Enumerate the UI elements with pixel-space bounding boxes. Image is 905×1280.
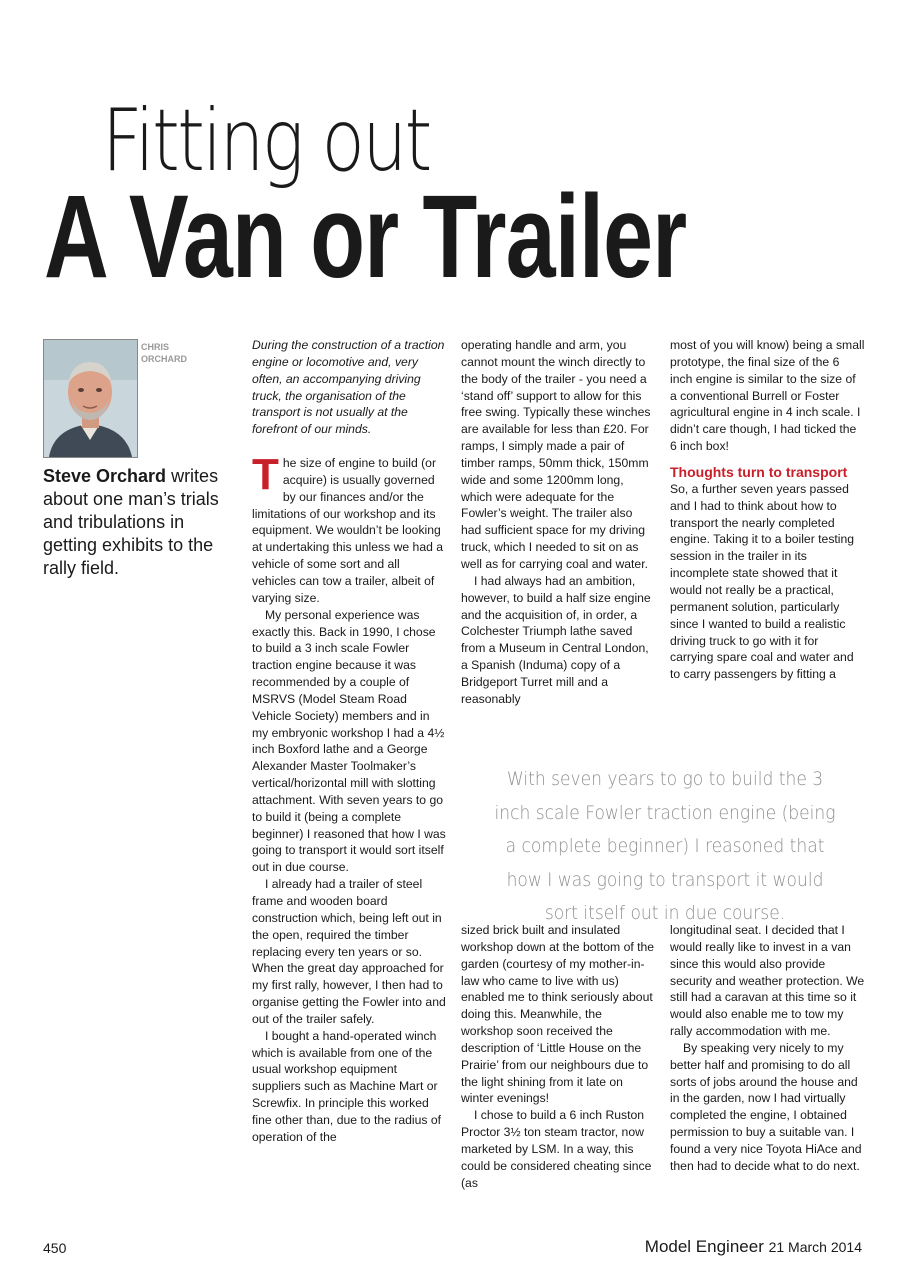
article-column-1: [252, 337, 447, 1146]
author-portrait-image: [44, 340, 137, 457]
issue-date: 21 March 2014: [768, 1239, 862, 1255]
drop-cap: T: [252, 450, 279, 500]
body-paragraph: sized brick built and insulated workshop down at the bottom of the garden (courtesy of my mother-in-law who came to live with us) enabled me to think seriously about doing this. Meanwhile, the workshop soon received the description of ‘Little House on the Prairie’ from our neighbours due to the light shining from it late on winter evenings!: [461, 923, 655, 1106]
body-paragraph: So, a further seven years passed and I had to think about how to transport the nearly completed engine. Taking it to a boiler testing session in the trailer in its incomplete state showed that it would not really be a practical, permanent solution, particularly since I wanted to build a realistic driving truck to go with it for carrying spare coal and water and to carry passengers by fitting a: [670, 481, 855, 682]
body-paragraph: I chose to build a 6 inch Ruston Proctor 3½ ton steam tractor, now marketed by LSM. In a way, this could be considered cheating since (as: [461, 1108, 652, 1190]
body-paragraph: My personal experience was exactly this. Back in 1990, I chose to build a 3 inch scale Fowler traction engine because it was recommended by a couple of MSRVS (Model Steam Road Vehicle Society) members and in my embryonic workshop I had a 4½ inch Boxford lathe and a George Alexander Master Toolmaker’s vertical/horizontal mill with slotting attachment. With seven years to go to build it (being a complete beginner) I reasoned that how I was going to transport it would sort itself out in due course.: [252, 607, 446, 875]
lead-paragraph: During the construction of a traction engine or locomotive and, very often, an accompanying driving truck, the organisation of the transport is not usually at the forefront of our minds.: [252, 338, 445, 437]
page-title: A Van or Trailer: [44, 171, 687, 303]
author-photo: [43, 339, 138, 458]
pull-quote: [470, 763, 860, 931]
paragraph-text: he size of engine to build (or acquire) is usually governed by our finances and/or the limitations of our workshop and its equipment. We wouldn’t be looking at undertaking this unless we had a vehicle of some sort and all vehicles can tow a trailer, albeit of varying size.: [252, 456, 444, 605]
photo-credit: [141, 341, 187, 365]
pull-quote-text: With seven years to go to build the 3 inch scale Fowler traction engine (being a complete beginner) I reasoned that how I was going to transport it would sort itself out in due course.: [494, 768, 836, 924]
subheading: Thoughts turn to transport: [670, 463, 848, 480]
body-paragraph: By speaking very nicely to my better half and promising to do all sorts of jobs around the house and in the garden, now I had virtually completed the engine, I obtained permission to buy a suitable van. I found a very nice Toyota HiAce and then had to decide what to do next.: [670, 1040, 862, 1173]
article-column-3-bottom: [670, 922, 865, 1175]
article-column-2-bottom: [461, 922, 656, 1192]
article-column-3-top: [670, 337, 865, 683]
article-column-2-top: [461, 337, 656, 708]
photo-credit-last: ORCHARD: [141, 354, 187, 364]
title-kicker: Fitting out: [102, 91, 430, 191]
running-footer: [645, 1237, 862, 1257]
author-name: Steve Orchard: [43, 466, 167, 486]
body-paragraph: I already had a trailer of steel frame and wooden board construction which, being left out in the open, required the timber replacing every ten years or so. When the great day approached for my first rally, however, I then had to organise getting the Fowler into and out of the trailer safely.: [252, 877, 446, 1026]
photo-credit-first: CHRIS: [141, 342, 170, 352]
body-paragraph: longitudinal seat. I decided that I would really like to invest in a van since this would also provide security and weather protection. We still had a caravan at this time so it would also enable me to tow my rally accommodation with me.: [670, 923, 865, 1039]
page-number: 450: [43, 1240, 67, 1256]
standfirst-text: writes about one man’s trials and tribulations in getting exhibits to the rally field.: [43, 466, 219, 578]
body-paragraph: I had always had an ambition, however, to build a half size engine and the acquisition of, in order, a Colchester Triumph lathe saved from a Museum in Central London, a Spanish (Induma) copy of a Bridgeport Turret mill and a reasonably: [461, 573, 651, 706]
body-paragraph: I bought a hand-operated winch which is available from one of the usual workshop equipment suppliers such as Machine Mart or Screwfix. In principle this worked fine other than, due to the radius of operation of the: [252, 1028, 442, 1144]
magazine-name: Model Engineer: [644, 1237, 764, 1256]
standfirst: [43, 465, 233, 580]
body-paragraph: most of you will know) being a small prototype, the final size of the 6 inch engine is similar to the size of a conventional Burrell or Foster agricultural engine in 4 inch scale. I didn’t care though, I had ticked the 6 inch box!: [670, 338, 865, 454]
body-paragraph: operating handle and arm, you cannot mount the winch directly to the body of the trailer - you need a ‘stand off’ support to allow for this free swing. Typically these winches are available for less than £20. For ramps, I simply made a pair of timber ramps, 50mm thick, 150mm wide and some 1200mm long, which were adequate for the Fowler’s weight. The trailer also had sufficient space for my driving truck, which I needed to sit on as well as for carrying coal and water.: [461, 338, 651, 571]
first-paragraph: [252, 450, 447, 607]
